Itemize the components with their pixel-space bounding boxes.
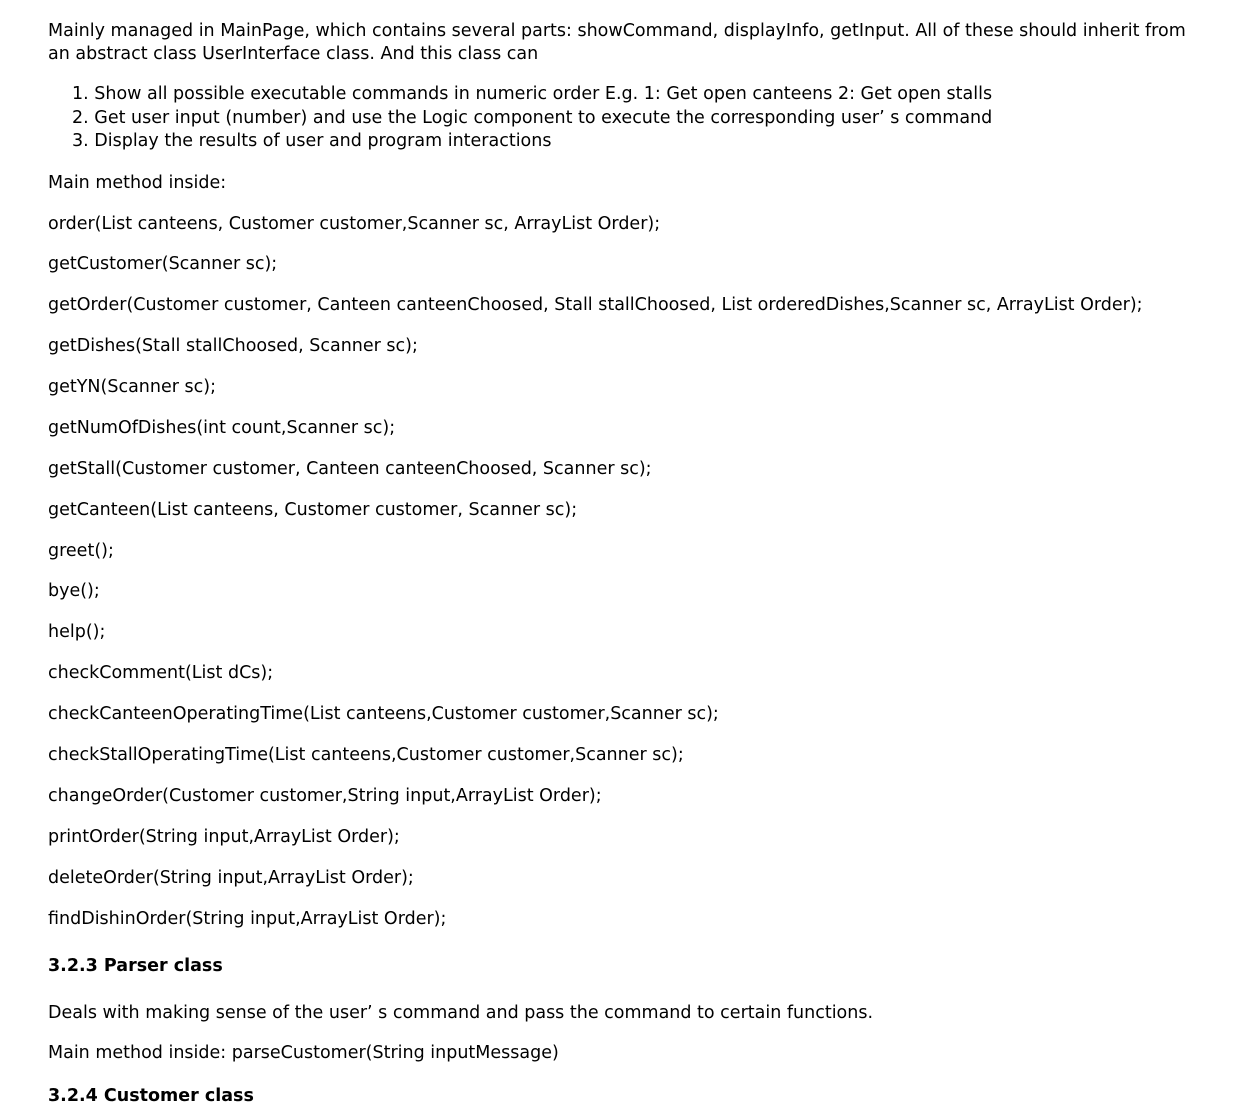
method-line: getStall(Customer customer, Canteen canteenChoosed, Scanner sc); [48, 459, 652, 479]
method-line: getOrder(Customer customer, Canteen canteenChoosed, Stall stallChoosed, List orderedDishes,Scanner sc, ArrayList Order); [48, 295, 1143, 315]
capability-list [72, 83, 992, 154]
method-line: getCustomer(Scanner sc); [48, 254, 278, 274]
method-line: findDishinOrder(String input,ArrayList Order); [48, 909, 447, 929]
next-section-heading: 3.2.4 Customer class [48, 1086, 254, 1106]
method-line: order(List canteens, Customer customer,Scanner sc, ArrayList Order); [48, 214, 661, 234]
method-line: getNumOfDishes(int count,Scanner sc); [48, 418, 396, 438]
method-line: checkComment(List dCs); [48, 663, 274, 683]
list-item: 3. Display the results of user and program interactions [72, 131, 552, 151]
method-line: getYN(Scanner sc); [48, 377, 216, 397]
section-heading: 3.2.3 Parser class [48, 956, 223, 976]
method-line: checkCanteenOperatingTime(List canteens,Customer customer,Scanner sc); [48, 704, 719, 724]
method-line: help(); [48, 622, 106, 642]
method-line: changeOrder(Customer customer,String input,ArrayList Order); [48, 786, 602, 806]
list-item: 1. Show all possible executable commands in numeric order E.g. 1: Get open canteens 2: Get open stalls [72, 84, 993, 104]
method-line: getDishes(Stall stallChoosed, Scanner sc); [48, 336, 418, 356]
list-item: 2. Get user input (number) and use the Logic component to execute the corresponding user’ s command [72, 107, 993, 128]
method-line: printOrder(String input,ArrayList Order); [48, 827, 400, 847]
method-line: getCanteen(List canteens, Customer customer, Scanner sc); [48, 500, 578, 520]
main-method-label: Main method inside: [48, 173, 227, 193]
method-line: bye(); [48, 581, 100, 601]
method-line: deleteOrder(String input,ArrayList Order); [48, 868, 414, 888]
intro-paragraph: Mainly managed in MainPage, which contains several parts: showCommand, displayInfo, getInput. All of these should inherit from an abstract class UserInterface class. And this class can [48, 21, 1186, 64]
method-line: greet(); [48, 541, 114, 561]
parser-main-method: Main method inside: parseCustomer(String inputMessage) [48, 1043, 559, 1063]
method-line: checkStallOperatingTime(List canteens,Customer customer,Scanner sc); [48, 745, 684, 765]
parser-description: Deals with making sense of the user’ s command and pass the command to certain functions. [48, 1003, 874, 1023]
